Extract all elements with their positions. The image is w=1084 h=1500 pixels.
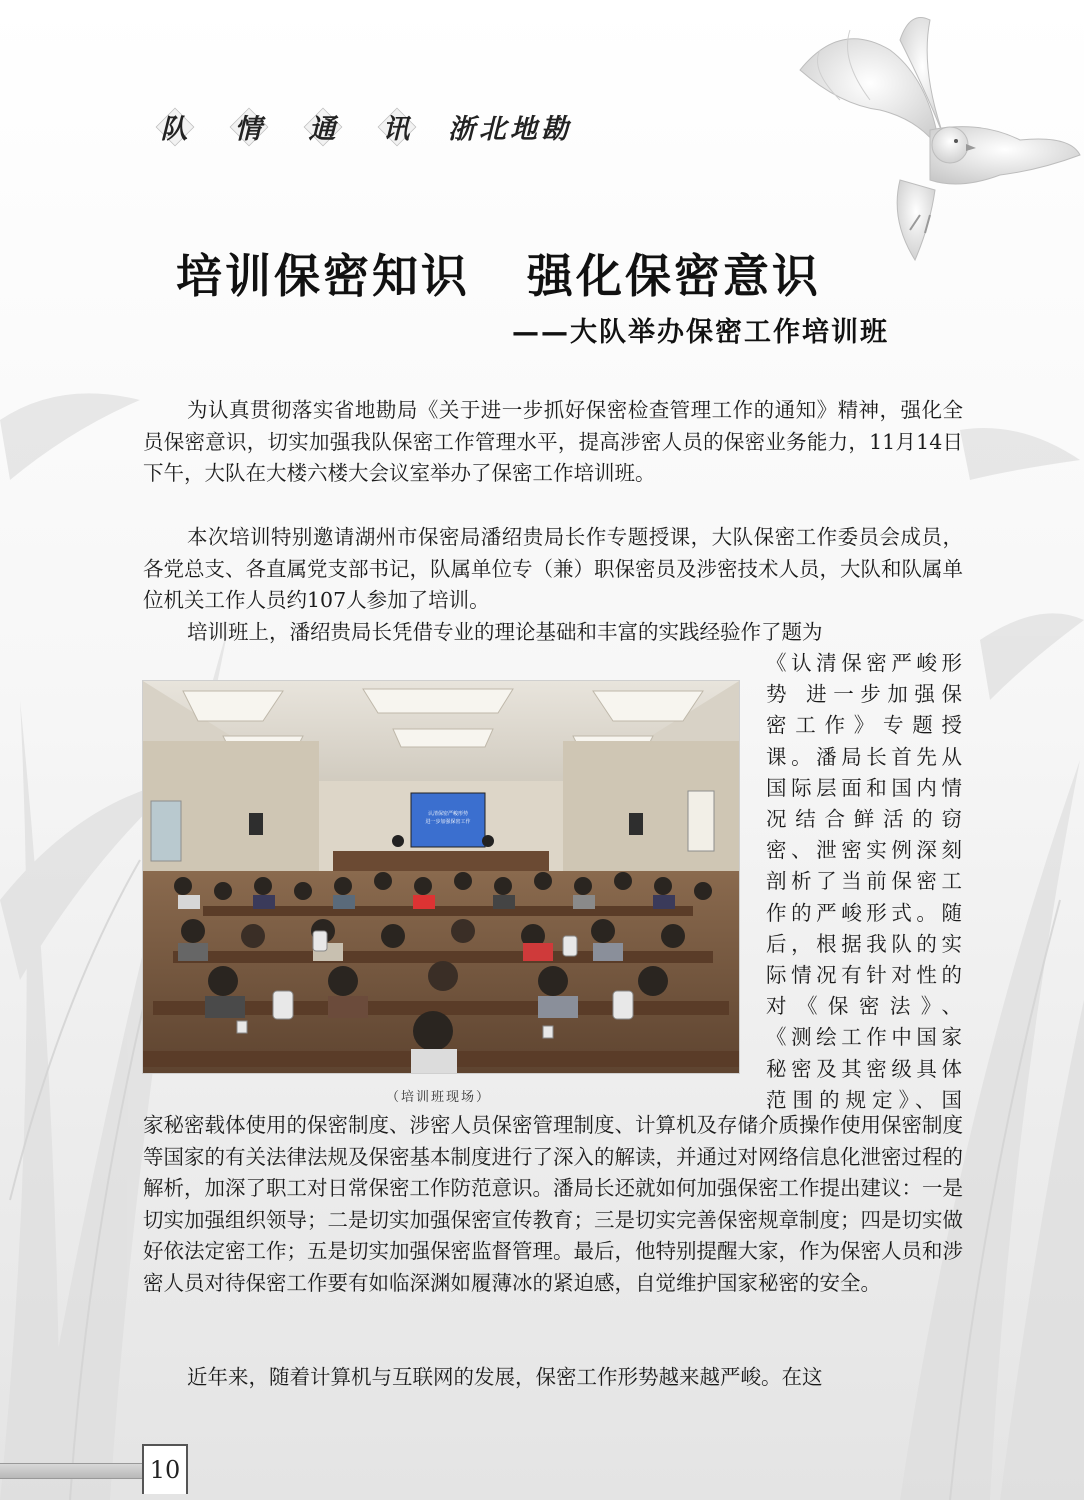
wrapped-line: 后，根据我队的实 (766, 931, 962, 956)
article-title: 培训保密知识 强化保密意识 (176, 249, 822, 303)
paragraph-3 (143, 617, 963, 649)
projector-screen-line-2: 进一步加强保密工作 (425, 819, 471, 825)
paragraph-5: 近年来，随着计算机与互联网的发展，保密工作形势越来越严峻。在这 (187, 1365, 823, 1389)
wrapped-line: 《测绘工作中国家 (766, 1025, 962, 1050)
header-char: 情 (234, 113, 262, 145)
page-number-bar (0, 1463, 142, 1479)
paragraph-2: 本次培训特别邀请湖州市保密局潘绍贵局长作专题授课，大队保密工作委员会成员，各党总支、各直属党支部书记，队属单位专（兼）职保密员及涉密技术人员，大队和队属单位机关工作人员约107人参加了培训。 (143, 525, 963, 612)
wrapped-line: 范围的规定》、国 (766, 1087, 962, 1112)
conference-room-illustration (143, 681, 739, 1073)
wrapped-line: 况结合鲜活的窃 (766, 807, 962, 832)
wrapped-line: 密、泄密实例深刻 (766, 838, 962, 863)
dove-illustration (780, 10, 1084, 280)
wrapped-line: 密工作》专题授 (766, 713, 962, 738)
wrapped-line: 对《保密法》、 (766, 994, 962, 1019)
header-char-box (296, 107, 348, 145)
paragraph-4: 家秘密载体使用的保密制度、涉密人员保密管理制度、计算机及存储介质操作使用保密制度等国家的有关法律法规及保密基本制度进行了深入的解读，并通过对网络信息化泄密过程的解析，加深了职工对日常保密工作防范意识。潘局长还就如何加强保密工作提出建议：一是切实加强组织领导；二是切实加强保密宣传教育；三是切实完善保密规章制度；四是切实做好依法定密工作；五是切实加强保密监督管理。最后，他特别提醒大家，作为保密人员和涉密人员对待保密工作要有如临深渊如履薄冰的紧迫感，自觉维护国家秘密的安全。 (143, 1113, 963, 1295)
section-header (148, 104, 572, 148)
header-char-box (222, 107, 274, 145)
wrapped-line: 剖析了当前保密工 (766, 869, 962, 894)
wrapped-line: 秘密及其密级具体 (766, 1056, 962, 1081)
header-char-box (148, 107, 200, 145)
publication-name: 浙北地勘 (448, 113, 572, 145)
header-char: 讯 (382, 113, 410, 145)
wrapped-line: 《认清保密严峻形 (766, 651, 962, 675)
wrapped-line: 国际层面和国内情 (766, 775, 962, 800)
wrapped-text-column (766, 648, 962, 1116)
page-number: 10 (142, 1444, 188, 1494)
photo-caption: （培训班现场） (386, 1090, 492, 1105)
paragraph-1: 为认真贯彻落实省地勘局《关于进一步抓好保密检查管理工作的通知》精神，强化全员保密意识，切实加强我队保密工作管理水平，提高涉密人员的保密业务能力，11月14日下午，大队在大楼六楼大会议室举办了保密工作培训班。 (143, 398, 963, 485)
projector-screen-line-1: 认清保密严峻形势 (427, 811, 469, 817)
wrapped-line: 课。潘局长首先从 (766, 744, 962, 769)
wrapped-line: 势 进一步加强保 (766, 682, 962, 707)
header-char-box (370, 107, 422, 145)
paragraph-3-first-line: 培训班上，潘绍贵局长凭借专业的理论基础和丰富的实践经验作了题为 (187, 620, 823, 644)
training-session-photo (142, 680, 740, 1074)
article-subtitle: ——大队举办保密工作培训班 (512, 317, 889, 348)
wrapped-line: 作的严峻形式。随 (766, 900, 962, 925)
header-char: 队 (160, 113, 188, 145)
wrapped-line: 际情况有针对性的 (766, 963, 962, 988)
header-char: 通 (308, 113, 336, 145)
